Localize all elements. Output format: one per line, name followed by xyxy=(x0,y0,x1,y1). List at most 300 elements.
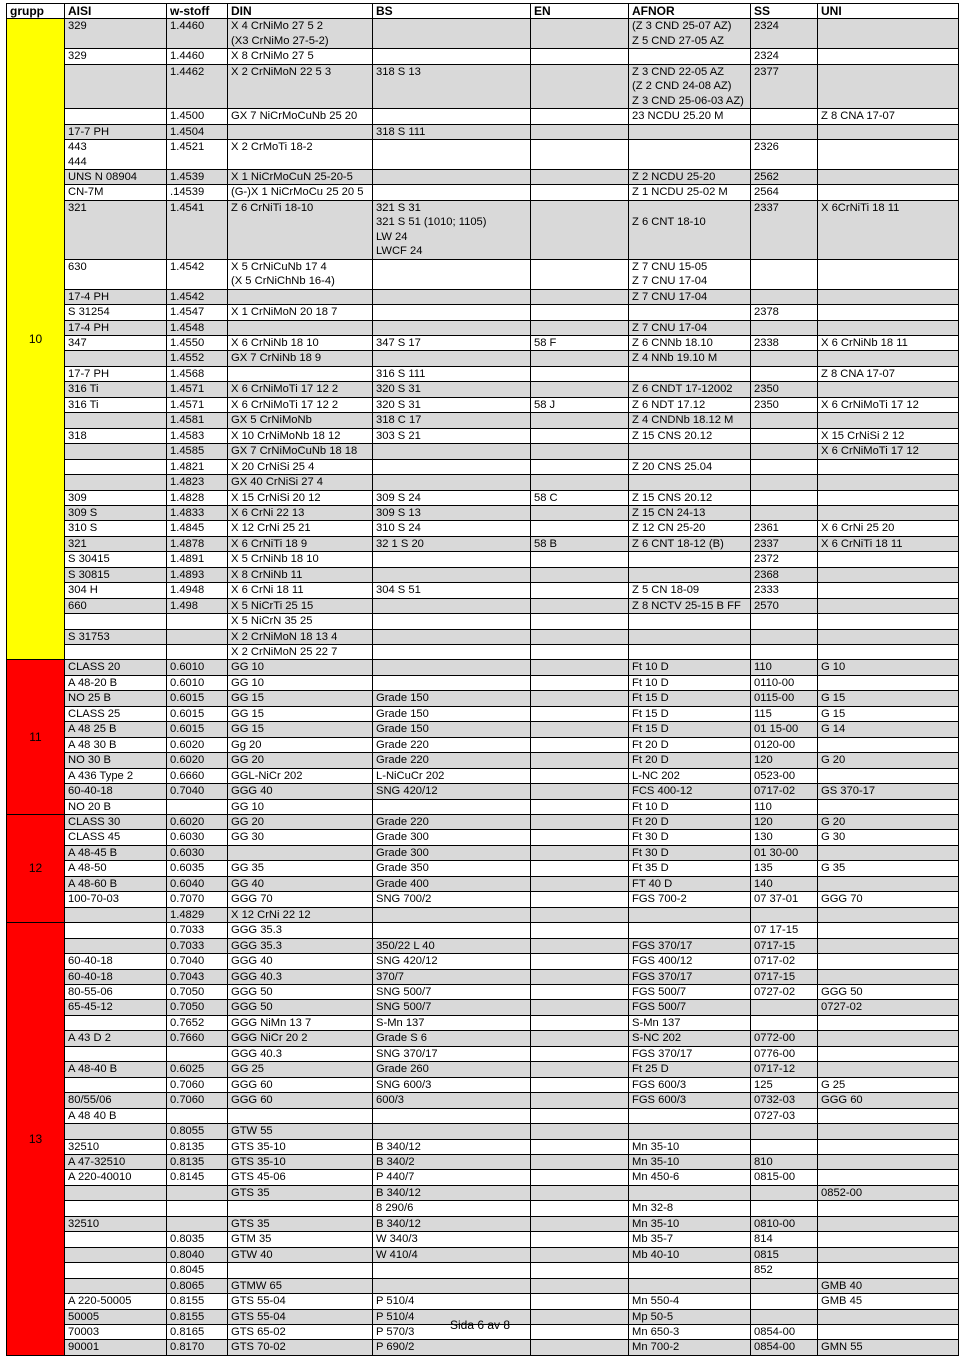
cell-ss: 0727-03 xyxy=(751,1108,818,1123)
cell-bs xyxy=(373,1263,531,1278)
cell-wstoff: 0.7033 xyxy=(167,938,228,953)
cell-din: X 5 CrNiNb 18 10 xyxy=(228,552,373,567)
cell-en xyxy=(531,1000,629,1015)
cell-afnor: Ft 15 D xyxy=(629,706,751,721)
cell-aisi: A 436 Type 2 xyxy=(65,768,167,783)
cell-uni: X 6 CrNi 25 20 xyxy=(818,521,959,536)
cell-din: GGG NiCr 20 2 xyxy=(228,1031,373,1046)
cell-ss: 07 37-01 xyxy=(751,892,818,907)
cell-bs: SNG 500/7 xyxy=(373,1000,531,1015)
cell-uni xyxy=(818,799,959,814)
cell-wstoff: 1.4893 xyxy=(167,567,228,582)
cell-uni xyxy=(818,320,959,335)
cell-din: GX 7 NiCrMoCuNb 25 20 xyxy=(228,109,373,124)
cell-uni xyxy=(818,79,959,93)
cell-en xyxy=(531,938,629,953)
cell-en xyxy=(531,244,629,259)
cell-aisi: A 220-50005 xyxy=(65,1294,167,1309)
cell-din: GTS 35-10 xyxy=(228,1139,373,1154)
cell-bs: W 410/4 xyxy=(373,1247,531,1262)
cell-uni xyxy=(818,737,959,752)
cell-wstoff xyxy=(167,614,228,629)
cell-aisi: 60-40-18 xyxy=(65,784,167,799)
table-row xyxy=(7,1124,959,1139)
table-row xyxy=(7,1139,959,1154)
cell-afnor: Z 4 CNDNb 18.12 M xyxy=(629,413,751,428)
table-row xyxy=(7,645,959,660)
table-row xyxy=(7,305,959,320)
cell-din: GG 30 xyxy=(228,830,373,845)
cell-uni: Z 8 CNA 17-07 xyxy=(818,109,959,124)
cell-aisi: 100-70-03 xyxy=(65,892,167,907)
cell-bs: SNG 370/17 xyxy=(373,1046,531,1061)
cell-wstoff: 0.6025 xyxy=(167,1062,228,1077)
cell-afnor: Z 6 CNNb 18.10 xyxy=(629,335,751,350)
cell-aisi: 304 H xyxy=(65,583,167,598)
cell-aisi: 318 xyxy=(65,428,167,443)
cell-wstoff: 1.4462 xyxy=(167,64,228,79)
cell-en xyxy=(531,1108,629,1123)
cell-bs: 304 S 51 xyxy=(373,583,531,598)
group-cell: 13 xyxy=(7,923,65,1356)
cell-bs: P 440/7 xyxy=(373,1170,531,1185)
cell-aisi: 17-7 PH xyxy=(65,124,167,139)
cell-ss xyxy=(751,366,818,381)
cell-aisi: A 48-20 B xyxy=(65,675,167,690)
cell-din: GTS 65-02 xyxy=(228,1324,373,1339)
cell-afnor xyxy=(629,1108,751,1123)
cell-en xyxy=(531,876,629,891)
col-header-uni: UNI xyxy=(818,4,959,19)
cell-din: X 4 CrNiMo 27 5 2 xyxy=(228,19,373,34)
cell-bs: Grade 350 xyxy=(373,861,531,876)
table-row xyxy=(7,1201,959,1216)
cell-en xyxy=(531,660,629,675)
cell-din: GGG 35.3 xyxy=(228,938,373,953)
cell-bs: B 340/12 xyxy=(373,1185,531,1200)
cell-en: 58 F xyxy=(531,335,629,350)
cell-wstoff: 1.4828 xyxy=(167,490,228,505)
cell-din: GG 15 xyxy=(228,706,373,721)
cell-din: X 12 CrNi 25 21 xyxy=(228,521,373,536)
cell-uni xyxy=(818,215,959,229)
cell-afnor: Z 6 CNDT 17-12002 xyxy=(629,382,751,397)
cell-din: X 8 CrNiNb 11 xyxy=(228,567,373,582)
table-row xyxy=(7,366,959,381)
cell-bs: 318 S 111 xyxy=(373,124,531,139)
cell-afnor: Z 1 NCDU 25-02 M xyxy=(629,185,751,200)
cell-aisi: UNS N 08904 xyxy=(65,169,167,184)
table-row xyxy=(7,1000,959,1015)
cell-ss: 110 xyxy=(751,660,818,675)
table-row xyxy=(7,722,959,737)
table-row xyxy=(7,289,959,304)
cell-aisi: S 30415 xyxy=(65,552,167,567)
cell-aisi xyxy=(65,351,167,366)
cell-uni xyxy=(818,969,959,984)
cell-ss: 125 xyxy=(751,1077,818,1092)
cell-ss xyxy=(751,1139,818,1154)
cell-aisi: 443 xyxy=(65,140,167,155)
cell-din: X 2 CrNiMoN 22 5 3 xyxy=(228,64,373,79)
cell-ss: 2333 xyxy=(751,583,818,598)
cell-bs: 318 S 13 xyxy=(373,64,531,79)
cell-wstoff: 0.6020 xyxy=(167,737,228,752)
cell-bs xyxy=(373,49,531,64)
cell-wstoff: 1.4568 xyxy=(167,366,228,381)
cell-din: GTW 40 xyxy=(228,1247,373,1262)
cell-din: GGG 40.3 xyxy=(228,1046,373,1061)
table-row xyxy=(7,1232,959,1247)
cell-bs xyxy=(373,351,531,366)
cell-ss xyxy=(751,459,818,474)
cell-wstoff: 0.8045 xyxy=(167,1263,228,1278)
cell-ss xyxy=(751,1201,818,1216)
cell-en: 58 B xyxy=(531,536,629,551)
cell-bs xyxy=(373,475,531,490)
cell-din: X 10 CrNiMoNb 18 12 xyxy=(228,428,373,443)
cell-aisi xyxy=(65,614,167,629)
cell-ss: 2368 xyxy=(751,567,818,582)
cell-din: X 2 CrNiMoN 25 22 7 xyxy=(228,645,373,660)
cell-uni xyxy=(818,475,959,490)
cell-uni: G 20 xyxy=(818,815,959,830)
cell-ss: 2324 xyxy=(751,49,818,64)
cell-en xyxy=(531,521,629,536)
cell-en xyxy=(531,1263,629,1278)
cell-afnor: Ft 30 D xyxy=(629,830,751,845)
cell-din: GGG 50 xyxy=(228,985,373,1000)
cell-uni: X 6CrNiTi 18 11 xyxy=(818,200,959,215)
table-row xyxy=(7,155,959,170)
cell-bs: 350/22 L 40 xyxy=(373,938,531,953)
cell-aisi: S 30815 xyxy=(65,567,167,582)
cell-uni xyxy=(818,598,959,613)
cell-en xyxy=(531,845,629,860)
cell-en xyxy=(531,583,629,598)
cell-ss xyxy=(751,505,818,520)
cell-afnor: Ft 30 D xyxy=(629,845,751,860)
cell-ss xyxy=(751,79,818,93)
table-row xyxy=(7,79,959,93)
cell-uni xyxy=(818,155,959,170)
cell-afnor: Ft 10 D xyxy=(629,675,751,690)
cell-afnor xyxy=(629,140,751,155)
cell-uni: GGG 70 xyxy=(818,892,959,907)
cell-din: Z 6 CrNiTi 18-10 xyxy=(228,200,373,215)
cell-wstoff: 1.4585 xyxy=(167,444,228,459)
cell-bs: B 340/12 xyxy=(373,1216,531,1231)
table-body xyxy=(7,19,959,1355)
cell-wstoff: 0.7652 xyxy=(167,1015,228,1030)
cell-uni xyxy=(818,1062,959,1077)
cell-din: GGG 60 xyxy=(228,1093,373,1108)
group-cell: 12 xyxy=(7,815,65,923)
cell-din: GGG 50 xyxy=(228,1000,373,1015)
cell-afnor: L-NC 202 xyxy=(629,768,751,783)
cell-afnor: FGS 500/7 xyxy=(629,1000,751,1015)
cell-afnor: Z 15 CN 24-13 xyxy=(629,505,751,520)
cell-uni: 0852-00 xyxy=(818,1185,959,1200)
cell-afnor: Ft 20 D xyxy=(629,815,751,830)
cell-bs: P 690/2 xyxy=(373,1340,531,1355)
cell-ss: 2350 xyxy=(751,382,818,397)
cell-wstoff xyxy=(167,34,228,49)
cell-wstoff: 0.6010 xyxy=(167,675,228,690)
cell-uni xyxy=(818,1232,959,1247)
cell-din: GGG 60 xyxy=(228,1077,373,1092)
cell-ss xyxy=(751,1294,818,1309)
table-row xyxy=(7,1093,959,1108)
cell-din: X 6 CrNiMoTi 17 12 2 xyxy=(228,397,373,412)
cell-din: (G-)X 1 NiCrMoCu 25 20 5 xyxy=(228,185,373,200)
table-row xyxy=(7,459,959,474)
cell-aisi: CLASS 20 xyxy=(65,660,167,675)
cell-aisi: A 48-60 B xyxy=(65,876,167,891)
cell-en xyxy=(531,259,629,274)
cell-en xyxy=(531,1340,629,1355)
cell-uni: 0727-02 xyxy=(818,1000,959,1015)
cell-afnor: Z 5 CN 18-09 xyxy=(629,583,751,598)
page-number: Sida 6 av 8 xyxy=(449,1318,511,1332)
cell-afnor: Mn 450-6 xyxy=(629,1170,751,1185)
cell-aisi xyxy=(65,1232,167,1247)
cell-wstoff: 1.4552 xyxy=(167,351,228,366)
table-row xyxy=(7,938,959,953)
cell-ss xyxy=(751,215,818,229)
cell-en xyxy=(531,1201,629,1216)
table-row xyxy=(7,351,959,366)
cell-ss xyxy=(751,1000,818,1015)
cell-uni xyxy=(818,413,959,428)
table-row xyxy=(7,598,959,613)
cell-afnor xyxy=(629,629,751,644)
cell-uni xyxy=(818,34,959,49)
cell-aisi xyxy=(65,230,167,244)
cell-en xyxy=(531,969,629,984)
cell-aisi xyxy=(65,1278,167,1293)
table-row xyxy=(7,215,959,229)
cell-din xyxy=(228,320,373,335)
cell-wstoff xyxy=(167,215,228,229)
cell-wstoff: 0.8135 xyxy=(167,1154,228,1169)
cell-wstoff: 0.8155 xyxy=(167,1309,228,1324)
cell-din: GTS 55-04 xyxy=(228,1309,373,1324)
cell-aisi xyxy=(65,1077,167,1092)
cell-uni xyxy=(818,876,959,891)
cell-wstoff: 1.4948 xyxy=(167,583,228,598)
cell-wstoff: 0.6660 xyxy=(167,768,228,783)
cell-wstoff: 1.4823 xyxy=(167,475,228,490)
cell-uni xyxy=(818,230,959,244)
table-row xyxy=(7,169,959,184)
cell-aisi: 90001 xyxy=(65,1340,167,1355)
cell-din: GG 10 xyxy=(228,799,373,814)
cell-bs xyxy=(373,274,531,289)
table-row xyxy=(7,140,959,155)
cell-ss: 2564 xyxy=(751,185,818,200)
cell-en xyxy=(531,1139,629,1154)
cell-wstoff: 0.7040 xyxy=(167,784,228,799)
cell-wstoff: 0.7050 xyxy=(167,985,228,1000)
cell-aisi: 17-4 PH xyxy=(65,289,167,304)
cell-aisi xyxy=(65,444,167,459)
cell-bs xyxy=(373,34,531,49)
cell-din: GG 10 xyxy=(228,660,373,675)
table-row xyxy=(7,200,959,215)
table-row xyxy=(7,830,959,845)
cell-bs xyxy=(373,598,531,613)
cell-wstoff: 0.6015 xyxy=(167,691,228,706)
cell-bs: B 340/12 xyxy=(373,1139,531,1154)
cell-en xyxy=(531,675,629,690)
cell-en xyxy=(531,691,629,706)
cell-afnor xyxy=(629,567,751,582)
table-row xyxy=(7,536,959,551)
cell-en xyxy=(531,1062,629,1077)
table-row xyxy=(7,19,959,34)
cell-aisi: A 48-45 B xyxy=(65,845,167,860)
table-row xyxy=(7,475,959,490)
cell-uni: Z 8 CNA 17-07 xyxy=(818,366,959,381)
cell-ss: 2361 xyxy=(751,521,818,536)
cell-ss xyxy=(751,34,818,49)
cell-afnor: FCS 400-12 xyxy=(629,784,751,799)
cell-wstoff: 1.4571 xyxy=(167,382,228,397)
cell-aisi: CLASS 25 xyxy=(65,706,167,721)
cell-uni: X 6 CrNiMoTi 17 12 xyxy=(818,397,959,412)
cell-din xyxy=(228,1201,373,1216)
cell-afnor: S-Mn 137 xyxy=(629,1015,751,1030)
cell-wstoff xyxy=(167,1216,228,1231)
cell-ss: 0815 xyxy=(751,1247,818,1262)
cell-wstoff: 1.4548 xyxy=(167,320,228,335)
cell-wstoff: 1.4521 xyxy=(167,140,228,155)
cell-din: GG 40 xyxy=(228,876,373,891)
cell-ss: 07 17-15 xyxy=(751,923,818,938)
cell-afnor: Z 3 CND 25-06-03 AZ) xyxy=(629,94,751,109)
cell-aisi xyxy=(65,1185,167,1200)
cell-bs xyxy=(373,79,531,93)
col-header-din: DIN xyxy=(228,4,373,19)
cell-din: GG 20 xyxy=(228,815,373,830)
cell-ss: 140 xyxy=(751,876,818,891)
cell-wstoff: 0.6015 xyxy=(167,706,228,721)
cell-ss: 0717-02 xyxy=(751,954,818,969)
cell-uni: G 25 xyxy=(818,1077,959,1092)
cell-din: X 6 CrNiMoTi 17 12 2 xyxy=(228,382,373,397)
cell-bs: 309 S 24 xyxy=(373,490,531,505)
cell-uni: X 15 CrNiSi 2 12 xyxy=(818,428,959,443)
cell-uni xyxy=(818,768,959,783)
table-row xyxy=(7,1046,959,1061)
cell-uni xyxy=(818,382,959,397)
cell-wstoff: 0.6030 xyxy=(167,830,228,845)
cell-bs: 347 S 17 xyxy=(373,335,531,350)
cell-bs xyxy=(373,1278,531,1293)
cell-afnor xyxy=(629,923,751,938)
cell-afnor: Z 7 CNU 17-04 xyxy=(629,274,751,289)
cell-din: GTS 35-10 xyxy=(228,1154,373,1169)
table-row xyxy=(7,969,959,984)
cell-en xyxy=(531,1093,629,1108)
cell-bs: Grade 300 xyxy=(373,845,531,860)
cell-bs xyxy=(373,645,531,660)
cell-afnor xyxy=(629,1278,751,1293)
table-row xyxy=(7,768,959,783)
cell-uni: GMB 45 xyxy=(818,1294,959,1309)
cell-bs xyxy=(373,567,531,582)
cell-uni xyxy=(818,169,959,184)
cell-uni xyxy=(818,1216,959,1231)
cell-din: GGG 35.3 xyxy=(228,923,373,938)
table-row xyxy=(7,1108,959,1123)
cell-bs xyxy=(373,629,531,644)
cell-din: GTM 35 xyxy=(228,1232,373,1247)
cell-bs: 370/7 xyxy=(373,969,531,984)
cell-wstoff: 1.4833 xyxy=(167,505,228,520)
cell-din: X 2 CrMoTi 18-2 xyxy=(228,140,373,155)
cell-uni: G 10 xyxy=(818,660,959,675)
table-row xyxy=(7,521,959,536)
cell-uni xyxy=(818,244,959,259)
table-row xyxy=(7,799,959,814)
cell-bs: B 340/2 xyxy=(373,1154,531,1169)
cell-afnor: S-NC 202 xyxy=(629,1031,751,1046)
cell-afnor: Z 15 CNS 20.12 xyxy=(629,490,751,505)
table-row xyxy=(7,1062,959,1077)
cell-ss xyxy=(751,351,818,366)
cell-en xyxy=(531,230,629,244)
cell-ss: 0772-00 xyxy=(751,1031,818,1046)
cell-aisi xyxy=(65,459,167,474)
cell-wstoff: 1.4550 xyxy=(167,335,228,350)
cell-bs: SNG 700/2 xyxy=(373,892,531,907)
table-row xyxy=(7,815,959,830)
table-row xyxy=(7,1031,959,1046)
cell-en xyxy=(531,289,629,304)
cell-aisi: 80-55-06 xyxy=(65,985,167,1000)
cell-din: GX 7 CrNiMoCuNb 18 18 xyxy=(228,444,373,459)
cell-wstoff: 0.7060 xyxy=(167,1077,228,1092)
table-row xyxy=(7,737,959,752)
cell-bs xyxy=(373,259,531,274)
cell-ss xyxy=(751,230,818,244)
cell-ss xyxy=(751,614,818,629)
cell-wstoff: .14539 xyxy=(167,185,228,200)
cell-din: GGG 40 xyxy=(228,954,373,969)
cell-aisi: 50005 xyxy=(65,1309,167,1324)
cell-uni xyxy=(818,1015,959,1030)
cell-uni xyxy=(818,938,959,953)
cell-ss: 130 xyxy=(751,830,818,845)
cell-afnor xyxy=(629,124,751,139)
cell-bs xyxy=(373,552,531,567)
cell-bs xyxy=(373,185,531,200)
cell-aisi xyxy=(65,79,167,93)
cell-uni xyxy=(818,614,959,629)
cell-din: X 6 CrNi 22 13 xyxy=(228,505,373,520)
cell-en xyxy=(531,366,629,381)
cell-wstoff xyxy=(167,79,228,93)
cell-bs: 320 S 31 xyxy=(373,382,531,397)
cell-bs xyxy=(373,1124,531,1139)
cell-ss: 2350 xyxy=(751,397,818,412)
cell-wstoff: 0.8145 xyxy=(167,1170,228,1185)
cell-en xyxy=(531,923,629,938)
cell-aisi: A 48-40 B xyxy=(65,1062,167,1077)
cell-aisi: 660 xyxy=(65,598,167,613)
